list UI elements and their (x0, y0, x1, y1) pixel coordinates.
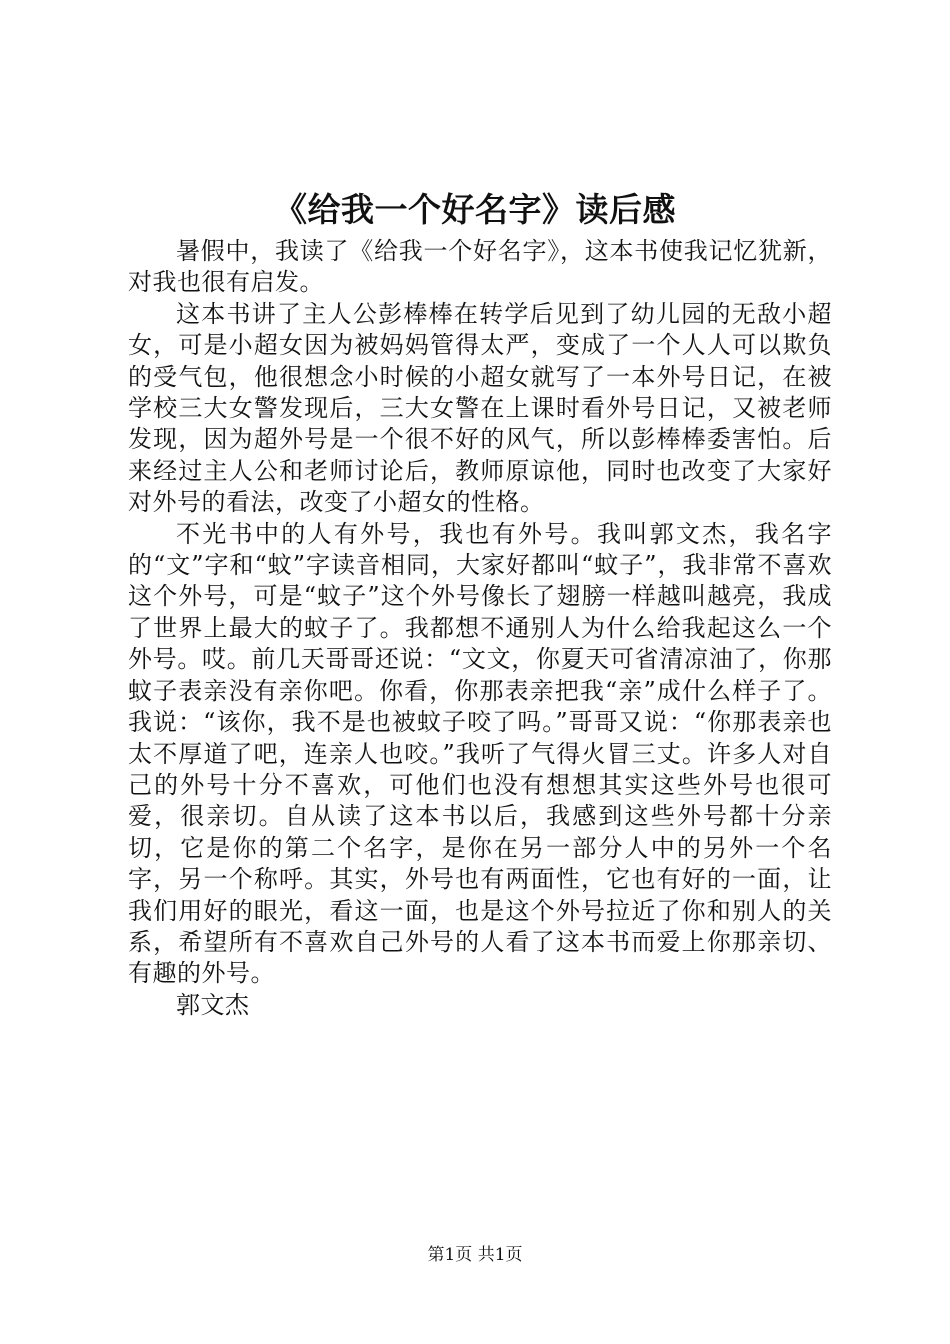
paragraph-reflection: 不光书中的人有外号，我也有外号。我叫郭文杰，我名字的“文”字和“蚊”字读音相同，大家好都叫“蚊子”，我非常不喜欢这个外号，可是“蚊子”这个外号像长了翅膀一样越叫越亮，我成了世界上最大的蚊子了。我都想不通别人为什么给我起这么一个外号。哎。前几天哥哥还说：“文文，你夏天可省清凉油了，你那蚊子表亲没有亲你吧。你看，你那表亲把我“亲”成什么样子了。我说：“该你，我不是也被蚊子咬了吗。”哥哥又说：“你那表亲也太不厚道了吧，连亲人也咬。”我听了气得火冒三丈。许多人对自己的外号十分不喜欢，可他们也没有想想其实这些外号也很可爱，很亲切。自从读了这本书以后，我感到这些外号都十分亲切，它是你的第二个名字，是你在另一部分人中的另外一个名字，另一个称呼。其实，外号也有两面性，它也有好的一面，让我们用好的眼光，看这一面，也是这个外号拉近了你和别人的关系，希望所有不喜欢自己外号的人看了这本书而爱上你那亲切、有趣的外号。 (128, 519, 832, 988)
document-body (128, 236, 832, 1021)
author-signature: 郭文杰 (176, 990, 250, 1019)
paragraph-summary: 这本书讲了主人公彭棒棒在转学后见到了幼儿园的无敌小超女，可是小超女因为被妈妈管得太严，变成了一个人人可以欺负的受气包，他很想念小时候的小超女就写了一本外号日记，在被学校三大女警发现后，三大女警在上课时看外号日记，又被老师发现，因为超外号是一个很不好的风气，所以彭棒棒委害怕。后来经过主人公和老师讨论后，教师原谅他，同时也改变了大家好对外号的看法，改变了小超女的性格。 (128, 299, 832, 517)
paragraph-intro: 暑假中，我读了《给我一个好名字》，这本书使我记忆犹新，对我也很有启发。 (128, 237, 832, 297)
page-footer: 第1页 共1页 (427, 1245, 523, 1265)
document-title: 《给我一个好名字》读后感 (274, 190, 676, 229)
